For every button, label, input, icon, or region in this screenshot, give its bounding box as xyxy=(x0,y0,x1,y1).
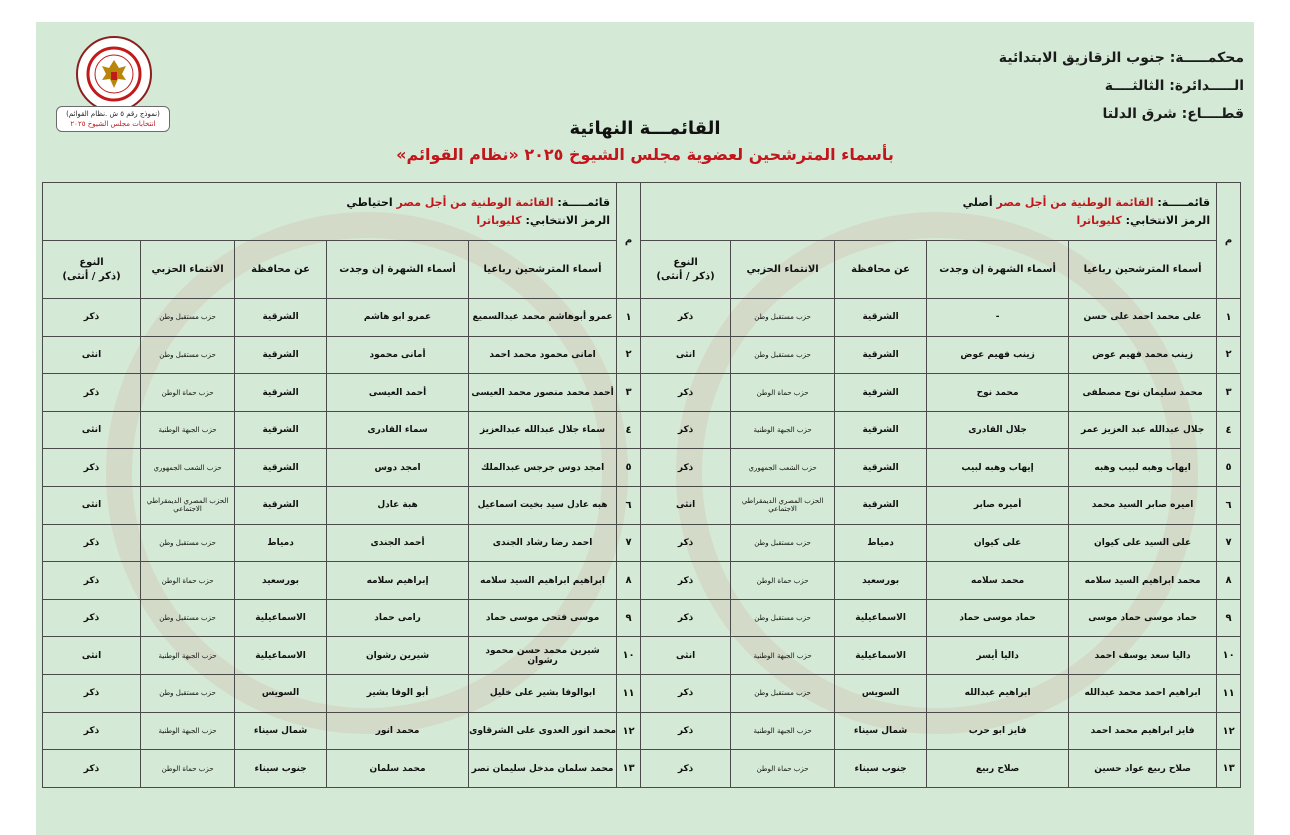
reserve-fame-name-cell: سماء القادرى xyxy=(327,411,469,449)
reserve-candidate-name-cell: امجد دوس جرجس عبدالملك xyxy=(469,449,617,487)
reserve-gender-cell: انثى xyxy=(43,487,141,525)
reserve-party-cell: الحزب المصري الديمقراطي الاجتماعي xyxy=(141,487,235,525)
primary-row-number-cell: ٢ xyxy=(1217,336,1241,374)
primary-fame-name-cell: فايز ابو حرب xyxy=(927,712,1069,750)
reserve-gender-cell: ذكر xyxy=(43,599,141,637)
primary-row-number-cell: ٩ xyxy=(1217,599,1241,637)
reserve-candidate-name-cell: أحمد محمد منصور محمد العيسى xyxy=(469,374,617,412)
primary-fame-name-cell: زينب فهيم عوض xyxy=(927,336,1069,374)
reserve-fame-name-cell: محمد انور xyxy=(327,712,469,750)
reserve-party-cell: حزب حماة الوطن xyxy=(141,562,235,600)
reserve-party-cell: حزب مستقبل وطن xyxy=(141,524,235,562)
reserve-row-number-cell: ٩ xyxy=(617,599,641,637)
sector-line: قطــــاع: شرق الدلتا xyxy=(1102,106,1244,122)
table-row xyxy=(43,299,1241,337)
reserve-fame-name-cell: أحمد العيسى xyxy=(327,374,469,412)
col-party-primary: الانتماء الحزبي xyxy=(731,241,835,299)
primary-gender-cell: ذكر xyxy=(641,374,731,412)
primary-list-label: قائمـــــة: xyxy=(1157,195,1211,209)
reserve-row-number-cell: ٢ xyxy=(617,336,641,374)
primary-governorate-cell: الشرقية xyxy=(835,299,927,337)
reserve-row-number-cell: ١٠ xyxy=(617,637,641,675)
col-fame-reserve: أسماء الشهرة إن وجدت xyxy=(327,241,469,299)
primary-fame-name-cell: ابراهيم عبدالله xyxy=(927,675,1069,713)
col-gov-reserve: عن محافظة xyxy=(235,241,327,299)
primary-candidate-name-cell: محمد سليمان نوح مصطفى xyxy=(1069,374,1217,412)
primary-gender-cell: ذكر xyxy=(641,712,731,750)
reserve-row-number-cell: ٨ xyxy=(617,562,641,600)
primary-gender-cell: ذكر xyxy=(641,675,731,713)
primary-gender-cell: انثى xyxy=(641,487,731,525)
reserve-candidate-name-cell: سماء جلال عبدالله عبدالعزيز xyxy=(469,411,617,449)
candidates-rows xyxy=(43,299,1241,788)
table-row xyxy=(43,562,1241,600)
reserve-list-header xyxy=(43,183,617,241)
reserve-fame-name-cell: رامى حماد xyxy=(327,599,469,637)
primary-fame-name-cell: - xyxy=(927,299,1069,337)
primary-candidate-name-cell: على السيد على كيوان xyxy=(1069,524,1217,562)
primary-gender-cell: ذكر xyxy=(641,599,731,637)
primary-gender-cell: ذكر xyxy=(641,411,731,449)
primary-governorate-cell: الاسماعيلية xyxy=(835,637,927,675)
primary-list-type: أصلي xyxy=(962,195,993,209)
primary-governorate-cell: الشرقية xyxy=(835,374,927,412)
reserve-fame-name-cell: شيرين رشوان xyxy=(327,637,469,675)
table-row xyxy=(43,599,1241,637)
primary-fame-name-cell: أميره صابر xyxy=(927,487,1069,525)
reserve-symbol-label: الرمز الانتخابي: xyxy=(525,213,611,227)
reserve-governorate-cell: الشرقية xyxy=(235,299,327,337)
page-subtitle: بأسماء المترشحين لعضوية مجلس الشيوخ ٢٠٢٥ «نظام القوائم» xyxy=(396,145,894,164)
reserve-governorate-cell: دمياط xyxy=(235,524,327,562)
primary-governorate-cell: بورسعيد xyxy=(835,562,927,600)
reserve-fame-name-cell: أحمد الجندى xyxy=(327,524,469,562)
reserve-gender-cell: ذكر xyxy=(43,524,141,562)
reserve-governorate-cell: الاسماعيلية xyxy=(235,599,327,637)
reserve-governorate-cell: السويس xyxy=(235,675,327,713)
primary-candidate-name-cell: زينب محمد فهيم عوض xyxy=(1069,336,1217,374)
court-info xyxy=(914,44,1244,128)
reserve-party-cell: حزب الجبهة الوطنية xyxy=(141,712,235,750)
primary-party-cell: حزب مستقبل وطن xyxy=(731,675,835,713)
primary-candidate-name-cell: على محمد احمد على حسن xyxy=(1069,299,1217,337)
reserve-fame-name-cell: إبراهيم سلامه xyxy=(327,562,469,600)
primary-party-cell: حزب حماة الوطن xyxy=(731,374,835,412)
candidates-table xyxy=(42,182,1241,788)
table-row xyxy=(43,524,1241,562)
primary-row-number-cell: ٤ xyxy=(1217,411,1241,449)
reserve-symbol: كليوباترا xyxy=(476,213,522,227)
reserve-candidate-name-cell: شيرين محمد حسن محمود رشوان xyxy=(469,637,617,675)
primary-governorate-cell: دمياط xyxy=(835,524,927,562)
primary-governorate-cell: الشرقية xyxy=(835,336,927,374)
primary-fame-name-cell: على كيوان xyxy=(927,524,1069,562)
primary-party-cell: حزب الجبهة الوطنية xyxy=(731,411,835,449)
primary-fame-name-cell: صلاح ربيع xyxy=(927,750,1069,788)
reserve-party-cell: حزب مستقبل وطن xyxy=(141,299,235,337)
reserve-row-number-cell: ١١ xyxy=(617,675,641,713)
primary-row-number-cell: ١٠ xyxy=(1217,637,1241,675)
primary-party-cell: حزب مستقبل وطن xyxy=(731,299,835,337)
primary-row-number-cell: ١٣ xyxy=(1217,750,1241,788)
primary-row-number-cell: ١ xyxy=(1217,299,1241,337)
primary-party-cell: حزب الجبهة الوطنية xyxy=(731,712,835,750)
primary-row-number-cell: ٣ xyxy=(1217,374,1241,412)
col-m-reserve: م xyxy=(617,183,641,299)
reserve-party-cell: حزب الشعب الجمهوري xyxy=(141,449,235,487)
primary-governorate-cell: الشرقية xyxy=(835,411,927,449)
primary-row-number-cell: ٧ xyxy=(1217,524,1241,562)
reserve-fame-name-cell: محمد سلمان xyxy=(327,750,469,788)
col-gender-options: (ذكر / أنثى) xyxy=(656,270,715,282)
circle-line: الـــــدائرة: الثالثــــة xyxy=(1104,78,1244,94)
col-gender-label: النوع xyxy=(79,256,104,268)
reserve-gender-cell: ذكر xyxy=(43,449,141,487)
reserve-gender-cell: انثى xyxy=(43,411,141,449)
reserve-candidate-name-cell: موسى فتحى موسى حماد xyxy=(469,599,617,637)
reserve-fame-name-cell: هبة عادل xyxy=(327,487,469,525)
table-row xyxy=(43,336,1241,374)
col-gov-primary: عن محافظة xyxy=(835,241,927,299)
reserve-governorate-cell: الاسماعيلية xyxy=(235,637,327,675)
reserve-row-number-cell: ٤ xyxy=(617,411,641,449)
primary-candidate-name-cell: ابراهيم احمد محمد عبدالله xyxy=(1069,675,1217,713)
table-row xyxy=(43,487,1241,525)
primary-party-cell: حزب مستقبل وطن xyxy=(731,524,835,562)
reserve-candidate-name-cell: عمرو أبوهاشم محمد عبدالسميع xyxy=(469,299,617,337)
table-row xyxy=(43,712,1241,750)
reserve-governorate-cell: بورسعيد xyxy=(235,562,327,600)
primary-party-cell: حزب حماة الوطن xyxy=(731,750,835,788)
primary-candidate-name-cell: حماد موسى حماد موسى xyxy=(1069,599,1217,637)
primary-fame-name-cell: محمد نوح xyxy=(927,374,1069,412)
primary-candidate-name-cell: داليا سعد يوسف احمد xyxy=(1069,637,1217,675)
primary-fame-name-cell: حماد موسى حماد xyxy=(927,599,1069,637)
reserve-fame-name-cell: أبو الوفا بشير xyxy=(327,675,469,713)
col-gender-label: النوع xyxy=(673,256,698,268)
primary-gender-cell: ذكر xyxy=(641,299,731,337)
reserve-list-label: قائمـــــة: xyxy=(557,195,611,209)
reserve-row-number-cell: ٦ xyxy=(617,487,641,525)
reserve-gender-cell: ذكر xyxy=(43,562,141,600)
primary-row-number-cell: ٨ xyxy=(1217,562,1241,600)
reserve-gender-cell: ذكر xyxy=(43,299,141,337)
col-gender-reserve xyxy=(43,241,141,299)
primary-governorate-cell: الاسماعيلية xyxy=(835,599,927,637)
reserve-governorate-cell: الشرقية xyxy=(235,411,327,449)
table-row xyxy=(43,637,1241,675)
primary-row-number-cell: ٦ xyxy=(1217,487,1241,525)
reserve-list-name: القائمة الوطنية من أجل مصر xyxy=(396,195,554,209)
reserve-governorate-cell: جنوب سيناء xyxy=(235,750,327,788)
reserve-governorate-cell: الشرقية xyxy=(235,449,327,487)
reserve-row-number-cell: ٣ xyxy=(617,374,641,412)
form-number: (نموذج رقم ٥ ش .نظام القوائم) xyxy=(66,110,160,118)
primary-list-header xyxy=(641,183,1217,241)
col-m-primary: م xyxy=(1217,183,1241,299)
primary-fame-name-cell: جلال القادرى xyxy=(927,411,1069,449)
primary-governorate-cell: الشرقية xyxy=(835,449,927,487)
document-sheet xyxy=(36,22,1254,835)
primary-party-cell: حزب حماة الوطن xyxy=(731,562,835,600)
primary-list-name: القائمة الوطنية من أجل مصر xyxy=(996,195,1154,209)
reserve-row-number-cell: ١ xyxy=(617,299,641,337)
reserve-gender-cell: انثى xyxy=(43,336,141,374)
primary-symbol: كليوباترا xyxy=(1076,213,1122,227)
reserve-party-cell: حزب مستقبل وطن xyxy=(141,675,235,713)
primary-governorate-cell: شمال سيناء xyxy=(835,712,927,750)
primary-party-cell: الحزب المصري الديمقراطي الاجتماعي xyxy=(731,487,835,525)
primary-row-number-cell: ١٢ xyxy=(1217,712,1241,750)
primary-party-cell: حزب مستقبل وطن xyxy=(731,336,835,374)
primary-symbol-label: الرمز الانتخابي: xyxy=(1125,213,1211,227)
primary-party-cell: حزب مستقبل وطن xyxy=(731,599,835,637)
reserve-candidate-name-cell: امانى محمود محمد احمد xyxy=(469,336,617,374)
primary-fame-name-cell: إيهاب وهبه لبيب xyxy=(927,449,1069,487)
primary-fame-name-cell: محمد سلامه xyxy=(927,562,1069,600)
election-name: انتخابات مجلس الشيوخ ٢٠٢٥ xyxy=(70,120,156,128)
reserve-candidate-name-cell: ابراهيم ابراهيم السيد سلامه xyxy=(469,562,617,600)
primary-governorate-cell: السويس xyxy=(835,675,927,713)
table-row xyxy=(43,675,1241,713)
primary-candidate-name-cell: فايز ابراهيم محمد احمد xyxy=(1069,712,1217,750)
reserve-row-number-cell: ١٢ xyxy=(617,712,641,750)
primary-gender-cell: ذكر xyxy=(641,524,731,562)
court-line: محكمـــــة: جنوب الزقازيق الابتدائية xyxy=(998,50,1244,66)
primary-candidate-name-cell: اميره صابر السيد محمد xyxy=(1069,487,1217,525)
reserve-candidate-name-cell: ابوالوفا بشير على خليل xyxy=(469,675,617,713)
reserve-gender-cell: ذكر xyxy=(43,712,141,750)
primary-gender-cell: ذكر xyxy=(641,449,731,487)
reserve-gender-cell: ذكر xyxy=(43,750,141,788)
col-name-primary: أسماء المترشحين رباعيا xyxy=(1069,241,1217,299)
primary-party-cell: حزب الشعب الجمهوري xyxy=(731,449,835,487)
primary-row-number-cell: ٥ xyxy=(1217,449,1241,487)
reserve-candidate-name-cell: احمد رضا رشاد الجندى xyxy=(469,524,617,562)
col-fame-primary: أسماء الشهرة إن وجدت xyxy=(927,241,1069,299)
reserve-row-number-cell: ١٣ xyxy=(617,750,641,788)
page-title: القائمـــة النهائية xyxy=(569,118,721,139)
reserve-candidate-name-cell: هبه عادل سيد بخيت اسماعيل xyxy=(469,487,617,525)
primary-candidate-name-cell: ايهاب وهبه لبيب وهبه xyxy=(1069,449,1217,487)
document-titles xyxy=(36,118,1254,164)
eagle-emblem-icon xyxy=(86,46,142,102)
reserve-row-number-cell: ٥ xyxy=(617,449,641,487)
primary-gender-cell: انثى xyxy=(641,336,731,374)
reserve-governorate-cell: الشرقية xyxy=(235,487,327,525)
primary-gender-cell: ذكر xyxy=(641,562,731,600)
reserve-candidate-name-cell: محمد انور العدوى على الشرقاوى xyxy=(469,712,617,750)
reserve-fame-name-cell: امجد دوس xyxy=(327,449,469,487)
reserve-gender-cell: ذكر xyxy=(43,675,141,713)
primary-gender-cell: انثى xyxy=(641,637,731,675)
reserve-party-cell: حزب مستقبل وطن xyxy=(141,599,235,637)
primary-fame-name-cell: داليا أيسر xyxy=(927,637,1069,675)
table-row xyxy=(43,449,1241,487)
reserve-governorate-cell: الشرقية xyxy=(235,374,327,412)
reserve-candidate-name-cell: محمد سلمان مدخل سليمان نصر xyxy=(469,750,617,788)
table-row xyxy=(43,750,1241,788)
col-gender-primary xyxy=(641,241,731,299)
col-gender-options: (ذكر / أنثى) xyxy=(62,270,121,282)
reserve-party-cell: حزب حماة الوطن xyxy=(141,374,235,412)
reserve-row-number-cell: ٧ xyxy=(617,524,641,562)
primary-party-cell: حزب الجبهة الوطنية xyxy=(731,637,835,675)
primary-row-number-cell: ١١ xyxy=(1217,675,1241,713)
reserve-list-type: احتياطي xyxy=(346,195,393,209)
primary-candidate-name-cell: محمد ابراهيم السيد سلامه xyxy=(1069,562,1217,600)
primary-gender-cell: ذكر xyxy=(641,750,731,788)
reserve-party-cell: حزب الجبهة الوطنية xyxy=(141,411,235,449)
col-party-reserve: الانتماء الحزبي xyxy=(141,241,235,299)
reserve-fame-name-cell: أمانى محمود xyxy=(327,336,469,374)
table-row xyxy=(43,411,1241,449)
reserve-party-cell: حزب مستقبل وطن xyxy=(141,336,235,374)
primary-candidate-name-cell: جلال عبدالله عبد العزيز عمر xyxy=(1069,411,1217,449)
reserve-governorate-cell: الشرقية xyxy=(235,336,327,374)
reserve-gender-cell: ذكر xyxy=(43,374,141,412)
reserve-gender-cell: انثى xyxy=(43,637,141,675)
reserve-party-cell: حزب الجبهة الوطنية xyxy=(141,637,235,675)
table-row xyxy=(43,374,1241,412)
col-name-reserve: أسماء المترشحين رباعيا xyxy=(469,241,617,299)
primary-governorate-cell: جنوب سيناء xyxy=(835,750,927,788)
reserve-party-cell: حزب حماة الوطن xyxy=(141,750,235,788)
national-election-authority-logo xyxy=(76,36,152,112)
reserve-fame-name-cell: عمرو ابو هاشم xyxy=(327,299,469,337)
reserve-governorate-cell: شمال سيناء xyxy=(235,712,327,750)
primary-candidate-name-cell: صلاح ربيع عواد حسين xyxy=(1069,750,1217,788)
primary-governorate-cell: الشرقية xyxy=(835,487,927,525)
